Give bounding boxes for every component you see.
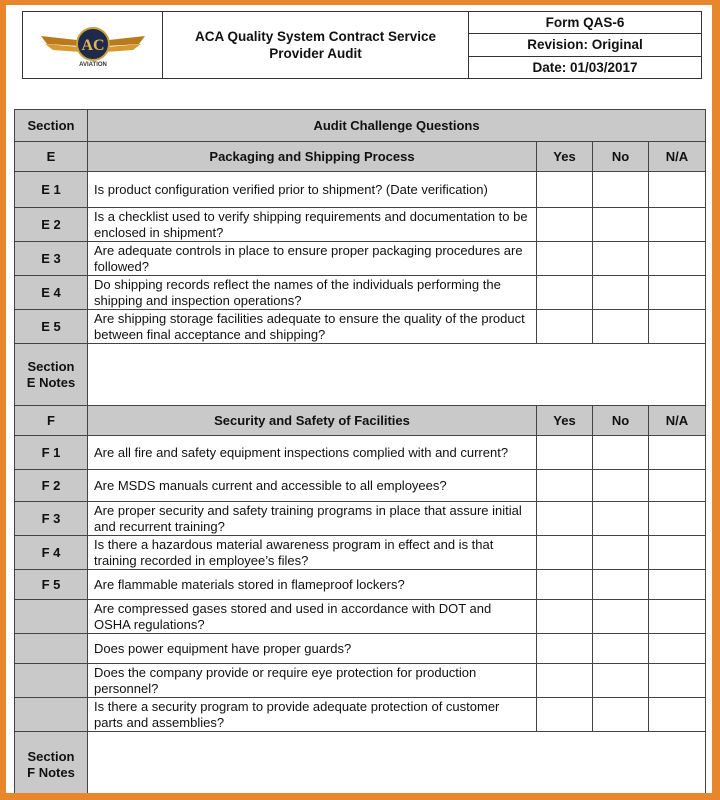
yes-header: Yes xyxy=(537,406,593,436)
na-checkbox-cell[interactable] xyxy=(649,436,706,470)
wings-logo-icon xyxy=(37,22,149,68)
na-checkbox-cell[interactable] xyxy=(649,664,706,698)
question-row xyxy=(15,536,706,570)
na-header: N/A xyxy=(649,406,706,436)
section-f-id: F xyxy=(15,406,88,436)
notes-label-line2: E Notes xyxy=(26,374,76,390)
section-f-rows xyxy=(15,436,706,732)
question-id xyxy=(15,634,88,664)
question-text: Is a checklist used to verify shipping requirements and documentation to be enclosed in shipment? xyxy=(88,208,537,242)
yes-checkbox-cell[interactable] xyxy=(537,698,593,732)
title-line-2: Provider Audit xyxy=(269,46,362,61)
question-row xyxy=(15,310,706,344)
question-text: Are adequate controls in place to ensure proper packaging procedures are followed? xyxy=(88,242,537,276)
title-line-1: ACA Quality System Contract Service xyxy=(194,29,437,44)
question-text: Are MSDS manuals current and accessible to all employees? xyxy=(88,470,537,502)
yes-header: Yes xyxy=(537,142,593,172)
yes-checkbox-cell[interactable] xyxy=(537,470,593,502)
question-text: Is there a hazardous material awareness program in effect and is that training recorded in employee’s files? xyxy=(88,536,537,570)
na-checkbox-cell[interactable] xyxy=(649,310,706,344)
form-header xyxy=(22,11,702,79)
table-header-row xyxy=(15,110,706,142)
question-id xyxy=(15,600,88,634)
yes-checkbox-cell[interactable] xyxy=(537,436,593,470)
yes-checkbox-cell[interactable] xyxy=(537,664,593,698)
question-row xyxy=(15,208,706,242)
no-checkbox-cell[interactable] xyxy=(593,664,649,698)
na-checkbox-cell[interactable] xyxy=(649,698,706,732)
question-row xyxy=(15,664,706,698)
na-checkbox-cell[interactable] xyxy=(649,208,706,242)
section-e-notes-row xyxy=(15,344,706,406)
no-checkbox-cell[interactable] xyxy=(593,172,649,208)
question-text: Are flammable materials stored in flameproof lockers? xyxy=(88,570,537,600)
question-row xyxy=(15,172,706,208)
no-header: No xyxy=(593,142,649,172)
question-text: Does power equipment have proper guards? xyxy=(88,634,537,664)
question-row xyxy=(15,502,706,536)
no-checkbox-cell[interactable] xyxy=(593,436,649,470)
question-id: F 2 xyxy=(15,470,88,502)
question-id: F 3 xyxy=(15,502,88,536)
question-text: Is there a security program to provide adequate protection of customer parts and assemblies? xyxy=(88,698,537,732)
no-header: No xyxy=(593,406,649,436)
na-header: N/A xyxy=(649,142,706,172)
no-checkbox-cell[interactable] xyxy=(593,634,649,664)
question-row xyxy=(15,570,706,600)
no-checkbox-cell[interactable] xyxy=(593,242,649,276)
question-text: Is product configuration verified prior to shipment? (Date verification) xyxy=(88,172,537,208)
question-id xyxy=(15,698,88,732)
no-checkbox-cell[interactable] xyxy=(593,502,649,536)
question-row xyxy=(15,436,706,470)
yes-checkbox-cell[interactable] xyxy=(537,242,593,276)
na-checkbox-cell[interactable] xyxy=(649,172,706,208)
svg-text:AC: AC xyxy=(80,37,105,54)
no-checkbox-cell[interactable] xyxy=(593,570,649,600)
questions-column-header: Audit Challenge Questions xyxy=(88,110,706,142)
section-e-notes-field[interactable] xyxy=(88,344,706,406)
yes-checkbox-cell[interactable] xyxy=(537,634,593,664)
na-checkbox-cell[interactable] xyxy=(649,600,706,634)
yes-checkbox-cell[interactable] xyxy=(537,276,593,310)
section-f-header-row xyxy=(15,406,706,436)
question-id: F 1 xyxy=(15,436,88,470)
section-e-id: E xyxy=(15,142,88,172)
question-row xyxy=(15,634,706,664)
yes-checkbox-cell[interactable] xyxy=(537,600,593,634)
section-e-rows xyxy=(15,172,706,344)
question-text: Does the company provide or require eye protection for production personnel? xyxy=(88,664,537,698)
yes-checkbox-cell[interactable] xyxy=(537,502,593,536)
na-checkbox-cell[interactable] xyxy=(649,570,706,600)
question-row xyxy=(15,600,706,634)
yes-checkbox-cell[interactable] xyxy=(537,570,593,600)
na-checkbox-cell[interactable] xyxy=(649,536,706,570)
no-checkbox-cell[interactable] xyxy=(593,698,649,732)
form-date: Date: 01/03/2017 xyxy=(532,59,638,75)
notes-label-line2: F Notes xyxy=(27,764,75,780)
question-text: Are proper security and safety training programs in place that assure initial and recurrent training? xyxy=(88,502,537,536)
question-text: Do shipping records reflect the names of the individuals performing the shipping and inspection operations? xyxy=(88,276,537,310)
section-f-notes-row xyxy=(15,732,706,794)
no-checkbox-cell[interactable] xyxy=(593,600,649,634)
section-e-header-row xyxy=(15,142,706,172)
na-checkbox-cell[interactable] xyxy=(649,502,706,536)
section-f-title: Security and Safety of Facilities xyxy=(88,406,537,436)
question-id: E 2 xyxy=(15,208,88,242)
question-text: Are shipping storage facilities adequate to ensure the quality of the product between final acceptance and shipping? xyxy=(88,310,537,344)
question-id: F 4 xyxy=(15,536,88,570)
section-e-title: Packaging and Shipping Process xyxy=(88,142,537,172)
question-id: E 1 xyxy=(15,172,88,208)
question-text: Are compressed gases stored and used in accordance with DOT and OSHA regulations? xyxy=(88,600,537,634)
no-checkbox-cell[interactable] xyxy=(593,276,649,310)
question-id: F 5 xyxy=(15,570,88,600)
company-logo xyxy=(23,12,163,78)
question-id: E 3 xyxy=(15,242,88,276)
yes-checkbox-cell[interactable] xyxy=(537,208,593,242)
notes-label-line1: Section xyxy=(27,358,75,374)
question-id: E 5 xyxy=(15,310,88,344)
no-checkbox-cell[interactable] xyxy=(593,470,649,502)
na-checkbox-cell[interactable] xyxy=(649,470,706,502)
document-title xyxy=(163,12,469,78)
document-page xyxy=(6,5,712,793)
question-row xyxy=(15,242,706,276)
form-revision: Revision: Original xyxy=(469,34,701,56)
na-checkbox-cell[interactable] xyxy=(649,634,706,664)
no-checkbox-cell[interactable] xyxy=(593,208,649,242)
question-id xyxy=(15,664,88,698)
question-row xyxy=(15,470,706,502)
form-meta xyxy=(469,12,701,78)
na-checkbox-cell[interactable] xyxy=(649,276,706,310)
svg-text:AVIATION: AVIATION xyxy=(78,62,107,68)
yes-checkbox-cell[interactable] xyxy=(537,310,593,344)
no-checkbox-cell[interactable] xyxy=(593,536,649,570)
section-column-header: Section xyxy=(15,110,88,142)
notes-label-line1: Section xyxy=(27,748,75,764)
audit-table xyxy=(14,109,706,793)
question-row xyxy=(15,698,706,732)
section-f-notes-field[interactable] xyxy=(88,732,706,794)
question-text: Are all fire and safety equipment inspections complied with and current? xyxy=(88,436,537,470)
form-number: Form QAS-6 xyxy=(469,12,701,34)
section-f-notes-label xyxy=(15,732,88,794)
question-id: E 4 xyxy=(15,276,88,310)
yes-checkbox-cell[interactable] xyxy=(537,536,593,570)
section-e-notes-label xyxy=(15,344,88,406)
no-checkbox-cell[interactable] xyxy=(593,310,649,344)
yes-checkbox-cell[interactable] xyxy=(537,172,593,208)
question-row xyxy=(15,276,706,310)
na-checkbox-cell[interactable] xyxy=(649,242,706,276)
